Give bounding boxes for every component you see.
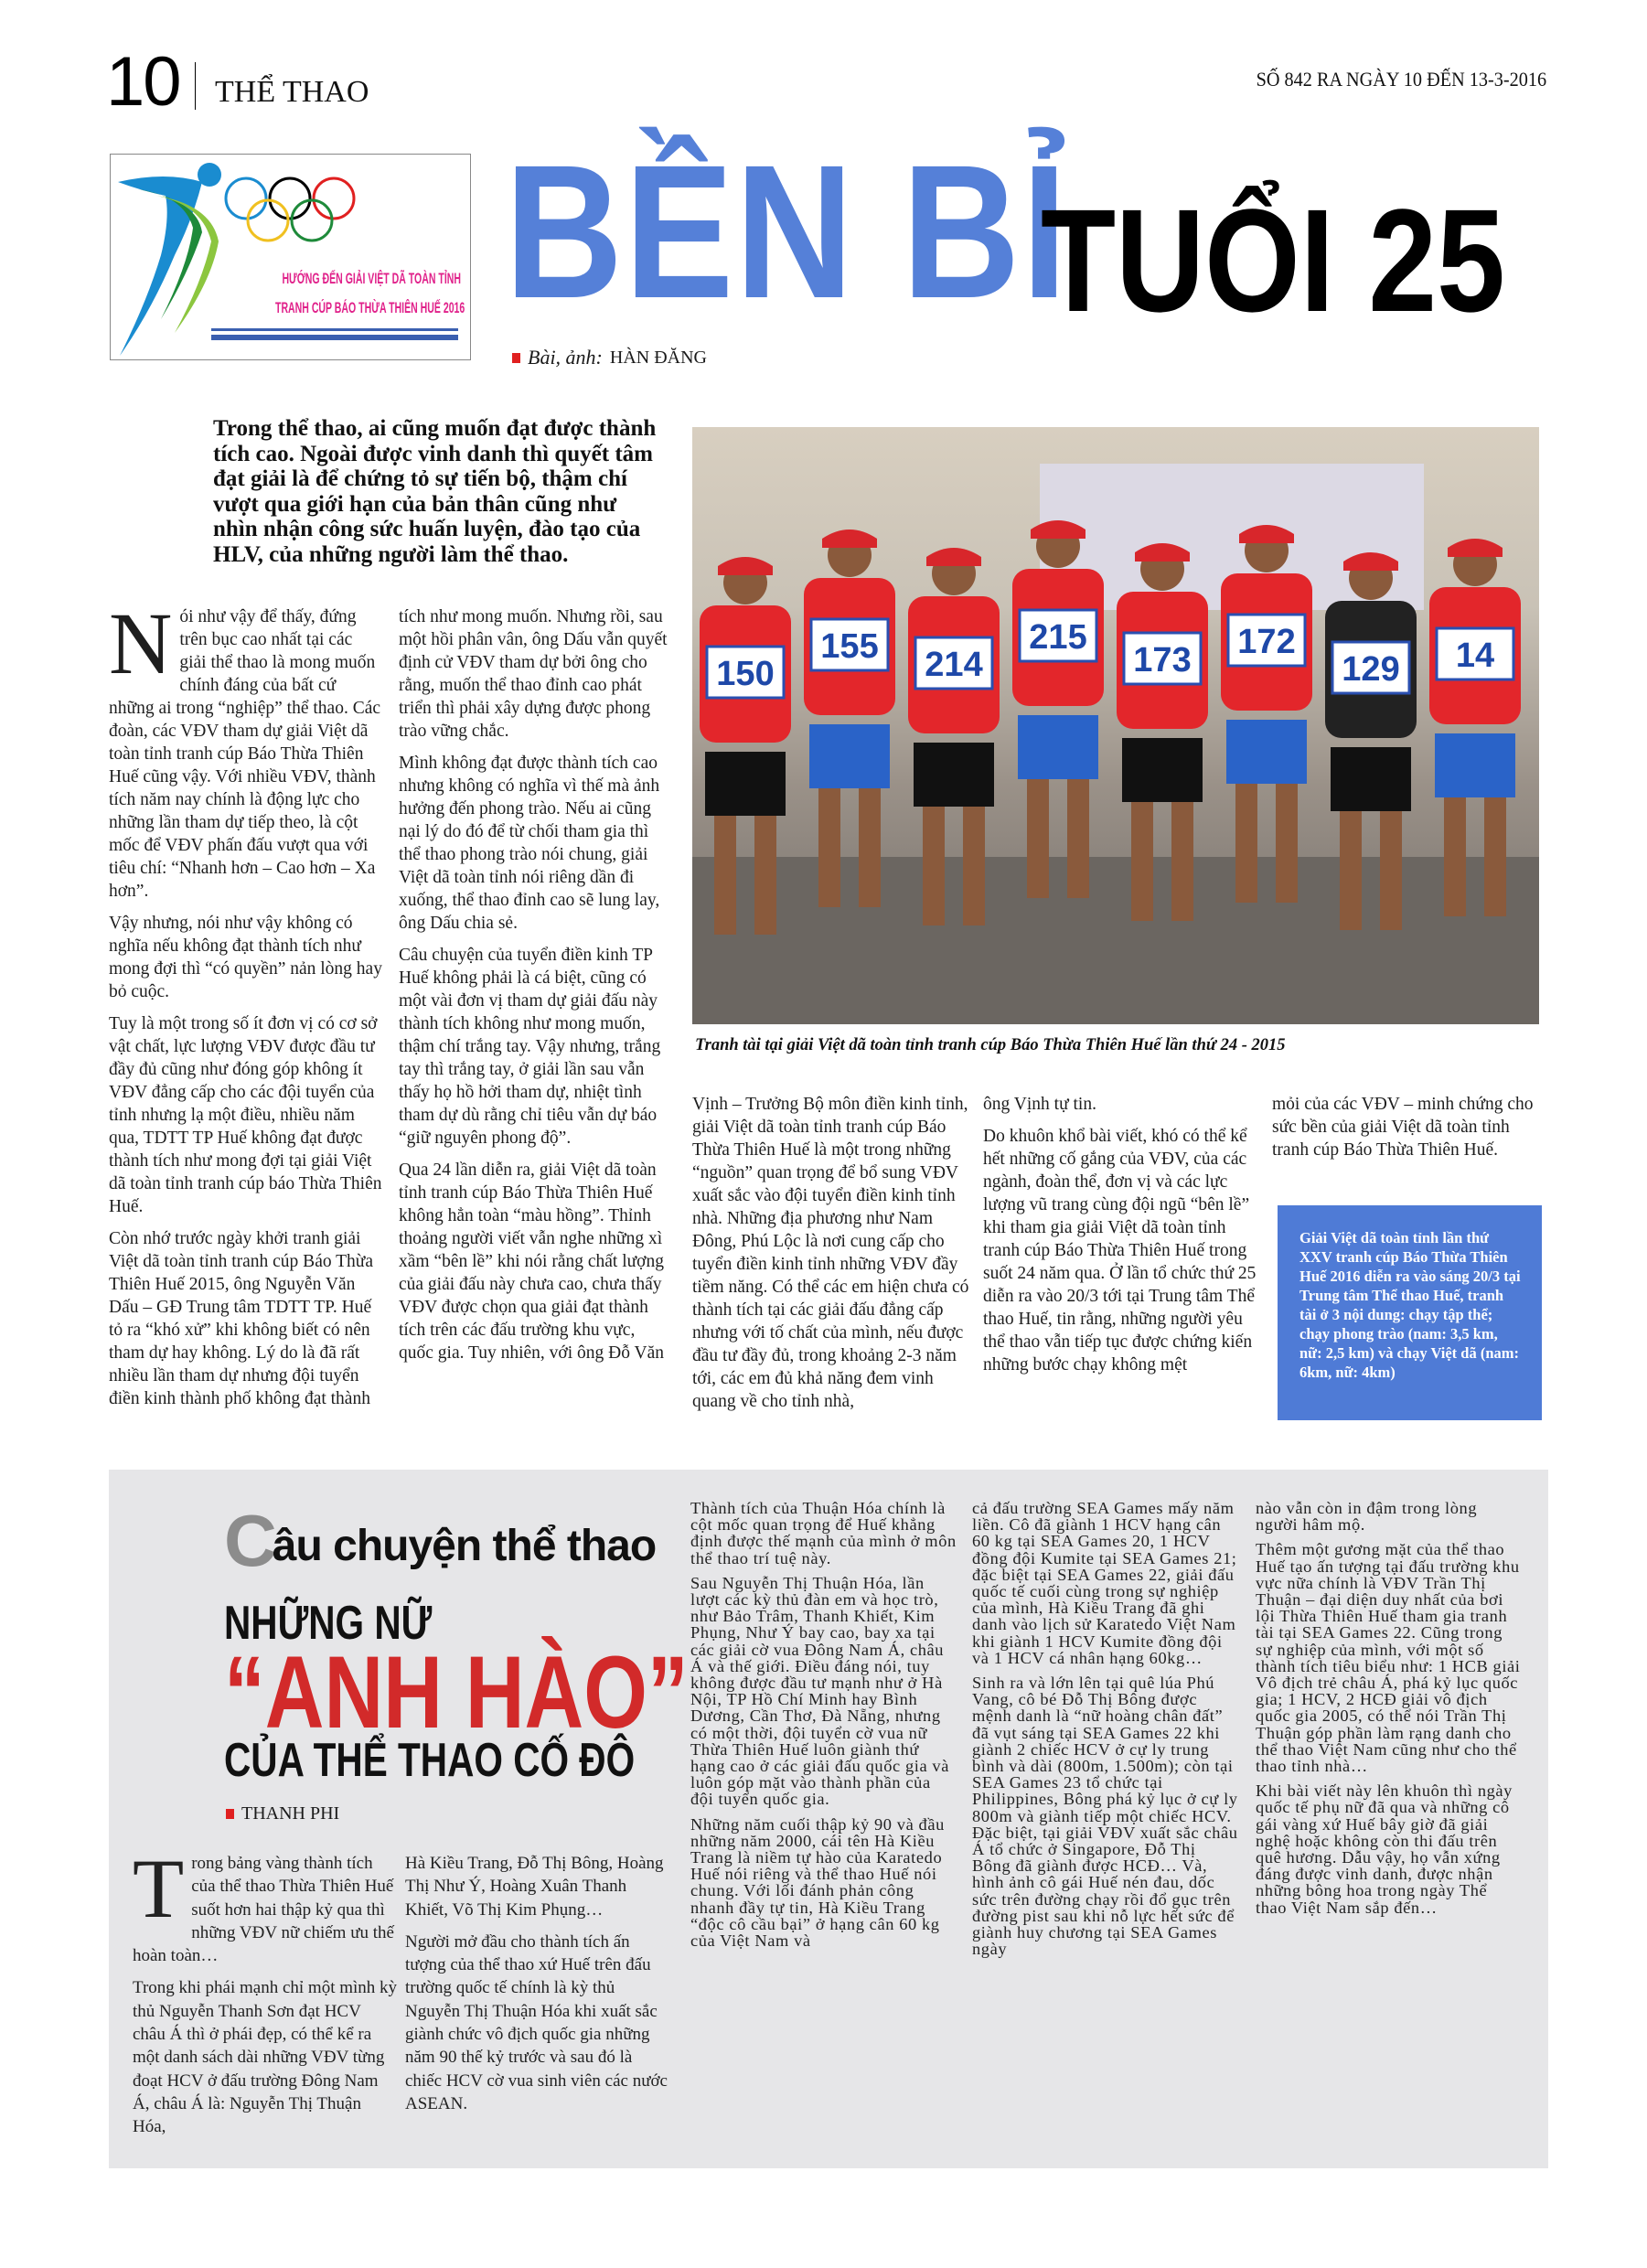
byline-square-icon [226, 1809, 234, 1819]
story-column-3 [690, 1500, 957, 1957]
event-logo [110, 154, 471, 360]
runner [1221, 525, 1312, 903]
column-kicker [224, 1500, 657, 1581]
bib-number: 14 [1455, 637, 1495, 675]
headline-secondary: TUỔI 25 [1041, 178, 1505, 342]
drop-cap: T [133, 1842, 185, 1935]
info-box: Giải Việt dã toàn tỉnh lần thứ XXV tranh cúp Báo Thừa Thiên Huế 2016 diễn ra vào sáng 20/3 tại Trung tâm Thể thao Huế, tranh tài ở 3 nội dung: chạy tập thể; chạy phong trào (nam: 3,5 km, nữ: 2,5 km) và chạy Việt dã (nam: 6km, nữ: 4km) [1278, 1205, 1542, 1420]
paragraph: ói như vậy để thấy, đứng trên bục cao nhất tại các giải thể thao là mong muốn chính đáng của bất cứ những ai trong “nghiệp” thể thao. Các đoàn, các VĐV tham dự giải Việt dã toàn tỉnh tranh cúp Báo Thừa Thiên Huế cũng vậy. Với nhiều VĐV, thành tích năm nay chính là động lực cho những lần tham dự tiếp theo, là cột mốc để VĐV phấn đấu vượt qua với tiêu chí: “Nhanh hơn – Cao hơn – Xa hơn”. [109, 607, 381, 901]
byline [512, 346, 707, 369]
logo-line-2: TRANH CÚP BÁO THỪA THIÊN HUẾ 2016 [275, 299, 465, 317]
bib-number: 150 [716, 655, 775, 693]
paragraph: Thành tích của Thuận Hóa chính là cột mốc quan trọng để Huế khẳng định được thế mạnh của mình ở môn thể thao trí tuệ này. [690, 1499, 957, 1567]
article-column-2 [399, 605, 673, 1374]
section-title: THỂ THAO [215, 75, 369, 109]
paragraph: Thêm một gương mặt của thể thao Huế tạo ấn tượng tại đấu trường khu vực nữa chính là VĐV Trần Thị Thuận – đại diện duy nhất của bơi lội Thừa Thiên Huế tham gia tranh tài tại SEA Games 22. Cũng trong sự nghiệp của mình, với một số thành tích tiêu biểu như: 1 HCB giải Vô địch trẻ châu Á, phá kỷ lục quốc gia; 1 HCV, 2 HCĐ giải vô địch quốc gia 2005, có thể nói Trần Thị Thuận góp phần làm rạng danh cho thể thao Việt Nam cũng như cho thể thao tỉnh nhà… [1256, 1540, 1521, 1776]
paragraph: Vậy nhưng, nói như vậy không có nghĩa nếu không đạt thành tích như mong đợi thì “có quyền” nản lòng hay bỏ cuộc. [109, 914, 382, 1001]
paragraph: Vịnh – Trưởng Bộ môn điền kinh tỉnh, giải Việt dã toàn tỉnh tranh cúp Báo Thừa Thiên Huế là một trong những “nguồn” quan trọng để bổ sung VĐV xuất sắc vào đội tuyển điền kinh tỉnh nhà. Những địa phương như Nam Đông, Phú Lộc là nơi cung cấp cho tuyển điền kinh tỉnh những VĐV đầy tiềm năng. Có thể các em hiện chưa có thành tích tại các giải đấu đẳng cấp nhưng với tố chất của mình, nếu được đầu tư đầy đủ, trong khoảng 2-3 năm tới, các em đủ khả năng đem vinh quang về cho tỉnh nhà, [692, 1095, 969, 1411]
paragraph: tích như mong muốn. Nhưng rồi, sau một hồi phân vân, ông Dấu vẫn quyết định cử VĐV tham dự bởi ông cho rằng, muốn thể thao đỉnh cao phát triển thì phải xây dựng được phong trào vững chắc. [399, 607, 668, 741]
bib-number: 172 [1237, 623, 1296, 661]
photo-caption: Tranh tài tại giải Việt dã toàn tỉnh tranh cúp Báo Thừa Thiên Huế lần thứ 24 - 2015 [695, 1036, 1286, 1054]
bib-number: 173 [1133, 641, 1192, 679]
bib-number: 129 [1342, 650, 1400, 689]
paragraph: Qua 24 lần diễn ra, giải Việt dã toàn tỉnh tranh cúp Báo Thừa Thiên Huế không hẳn toàn “màu hồng”. Thỉnh thoảng người viết vẫn nghe những xì xầm “bên lề” khi nói rằng chất lượng của giải đấu này chưa cao, chưa thấy VĐV được chọn qua giải đạt thành tích trên các đấu trường khu vực, quốc gia. Tuy nhiên, với ông Đỗ Văn [399, 1161, 664, 1363]
story-column-1 [133, 1842, 398, 2148]
kicker-initial: C [224, 1500, 276, 1581]
story-column-5 [1256, 1500, 1523, 1924]
paragraph: Tuy là một trong số ít đơn vị có cơ sở vật chất, lực lượng VĐV được đầu tư đầy đủ cũng như đóng góp không ít VĐV đẳng cấp cho các đội tuyển của tỉnh nhưng lạ một điều, nhiều năm qua, TDTT TP Huế không đạt được thành tích như mong đợi tại giải Việt dã toàn tỉnh tranh cúp báo Thừa Thiên Huế. [109, 1014, 382, 1216]
bib-number: 155 [820, 627, 879, 666]
paragraph: Khi bài viết này lên khuôn thì ngày quốc tế phụ nữ đã qua và những cô gái vàng xứ Huế bây giờ đã giải nghệ hoặc không còn thi đấu trên quê hương. Dẫu vậy, họ vẫn xứng đáng được vinh danh, được nhận những bông hoa trong ngày Thể thao Việt Nam sắp đến… [1256, 1781, 1513, 1917]
article-column-3 [692, 1093, 971, 1422]
paragraph: Trong khi phái mạnh chỉ một mình kỳ thủ Nguyễn Thanh Sơn đạt HCV châu Á thì ở phái đẹp, có thể kể ra một danh sách dài những VĐV từng đoạt HCV ở đấu trường Đông Nam Á, châu Á là: Nguyễn Thị Thuận Hóa, [133, 1978, 398, 2137]
story-column-2 [405, 1852, 670, 2124]
race-photo [692, 427, 1539, 1024]
paragraph: Hà Kiều Trang, Đỗ Thị Bông, Hoàng Thị Như Ý, Hoàng Xuân Thanh Khiết, Võ Thị Kim Phụng… [405, 1854, 664, 1920]
article-column-1 [109, 594, 383, 1419]
headline-line-1: NHỮNG NỮ [224, 1597, 433, 1650]
article-column-4 [983, 1093, 1257, 1385]
kicker-text: âu chuyện thể thao [272, 1522, 657, 1570]
paragraph: Sinh ra và lớn lên tại quê lúa Phú Vang, cô bé Đỗ Thị Bông được mệnh danh là “nữ hoàng chân đất” đã vụt sáng tại SEA Games 22 khi giành 2 chiếc HCV ở cự ly trung bình và dài (800m, 1.500m); còn tại SEA Games 23 tổ chức tại Philippines, Bông phá kỷ lục ở cự ly 800m và giành tiếp một chiếc HCV. Đặc biệt, tại giải VĐV xuất sắc châu Á tổ chức ở Singapore, Đỗ Thị Bông đã giành được HCĐ… Và, hình ảnh cô gái Huế nén đau, dốc sức trên đường chạy rồi đổ gục trên đường pist sau khi nỗ lực hết sức để giành huy chương tại SEA Games ngày [972, 1674, 1238, 1959]
byline-author: THANH PHI [241, 1803, 340, 1824]
header-divider [195, 62, 196, 110]
logo-text [275, 264, 465, 324]
paragraph: cả đấu trường SEA Games mấy năm liền. Cô đã giành 1 HCV hạng cân 60 kg tại SEA Games 20, 1 HCV đồng đội Kumite tại SEA Games 21; đặc biệt tại SEA Games 22, giải đấu quốc tế cuối cùng trong sự nghiệp của mình, Hà Kiều Trang đã ghi danh vào lịch sử Karatedo Việt Nam khi giành 1 HCV Kumite đồng đội và 1 HCV cá nhân hạng 60kg… [972, 1499, 1237, 1667]
headline-main: BỀN BỈ [505, 126, 1069, 338]
page-number: 10 [106, 43, 180, 121]
paragraph: nào vẫn còn in đậm trong lòng người hâm mộ. [1256, 1499, 1478, 1535]
drop-cap: N [109, 594, 173, 692]
paragraph: ông Vịnh tự tin. [983, 1095, 1096, 1114]
paragraph: Còn nhớ trước ngày khởi tranh giải Việt dã toàn tỉnh tranh cúp Báo Thừa Thiên Huế 2015, ông Nguyễn Văn Dấu – GĐ Trung tâm TDTT TP. Huế tỏ ra “khó xử” khi không biết có nên tham dự hay không. Lý do là đã rất nhiều lần tham dự nhưng đội tuyển điền kinh thành phố không đạt thành [109, 1229, 374, 1408]
bib-number: 215 [1029, 618, 1087, 657]
runners-illustration [692, 427, 1539, 1024]
paragraph: Do khuôn khổ bài viết, khó có thể kể hết những cố gắng của VĐV, của các ngành, đoàn thể, đơn vị và các lực lượng vũ trang cùng đội ngũ “bên lề” khi tham gia giải Việt dã toàn tỉnh tranh cúp Báo Thừa Thiên Huế trong suốt 24 năm qua. Ở lần tổ chức thứ 25 diễn ra vào 20/3 tới tại Trung tâm Thể thao Huế, tin rằng, những người yêu thể thao vẫn tiếp tục được chứng kiến những bước chạy không mệt [983, 1127, 1257, 1375]
headline-line-3: CỦA THỂ THAO CỐ ĐÔ [224, 1734, 636, 1787]
paragraph: rong bảng vàng thành tích của thể thao Thừa Thiên Huế suốt hơn hai thập kỷ qua thì những VĐV nữ chiếm ưu thế hoàn toàn… [133, 1854, 394, 1966]
paragraph: Người mở đầu cho thành tích ấn tượng của thể thao xứ Huế trên đấu trường quốc tế chính là kỳ thủ Nguyễn Thị Thuận Hóa khi xuất sắc giành chức vô địch quốc gia những năm 90 thế kỷ trước và sau đó là chiếc HCV cờ vua sinh viên các nước ASEAN. [405, 1931, 668, 2113]
paragraph: Câu chuyện của tuyển điền kinh TP Huế không phải là cá biệt, cũng có một vài đơn vị tham dự giải đấu này thành tích không như mong muốn, thậm chí trắng tay. Vậy nhưng, trắng tay thì trắng tay, ở giải lần sau vẫn thấy họ hồ hởi tham dự, nhiệt tình tham dự dù rằng chỉ tiêu vẫn dự báo “giữ nguyên phong độ”. [399, 946, 661, 1148]
paragraph: Sau Nguyễn Thị Thuận Hóa, lần lượt các kỳ thủ đàn em và học trò, như Bảo Trâm, Thanh Khiết, Kim Phụng, Như Ý bay cao, bay xa tại các giải cờ vua Đông Nam Á, châu Á và thế giới. Điều đáng nói, tuy không được đầu tư mạnh như ở Hà Nội, TP Hồ Chí Minh hay Bình Dương, Cần Thơ, Đà Nẵng, nhưng có một thời, đội tuyển cờ vua nữ Thừa Thiên Huế luôn giành thứ hạng cao ở các giải đấu quốc gia và luôn góp mặt vào thành phần của đội tuyển quốc gia. [690, 1573, 949, 1809]
article-lead: Trong thể thao, ai cũng muốn đạt được thành tích cao. Ngoài được vinh danh thì quyết tâm đạt giải là để chứng tỏ sự tiến bộ, thậm chí vượt qua giới hạn của bản thân cũng như nhìn nhận công sức huấn luyện, đào tạo của HLV, của những người làm thể thao. [213, 416, 657, 567]
runner-logo-icon [111, 155, 472, 361]
paragraph: Mình không đạt được thành tích cao nhưng không có nghĩa vì thế mà ảnh hưởng đến phong trào. Nếu ai cũng nại lý do đó để từ chối tham gia thì thể thao phong trào nói chung, giải Việt dã toàn tỉnh nói riêng dần đi xuống, thể thao đỉnh cao sẽ lung lay, ông Dấu chia sẻ. [399, 754, 660, 933]
runner [1012, 520, 1104, 898]
headline-line-2: “ANH HÀO” [224, 1635, 689, 1749]
byline-label: Bài, ảnh: [528, 346, 603, 369]
issue-info: SỐ 842 RA NGÀY 10 ĐẾN 13-3-2016 [1256, 68, 1546, 91]
paragraph: mỏi của các VĐV – minh chứng cho sức bền của giải Việt dã toàn tỉnh tranh cúp Báo Thừa Thiên Huế. [1272, 1095, 1534, 1160]
runner [804, 530, 895, 907]
logo-line-1: HƯỚNG ĐẾN GIẢI VIỆT DÃ TOÀN TỈNH [282, 270, 462, 287]
story-column-4 [972, 1500, 1239, 1965]
byline-square-icon [512, 353, 520, 363]
paragraph: Những năm cuối thập kỷ 90 và đầu những năm 2000, cái tên Hà Kiều Trang là niềm tự hào của Karatedo Huế nói riêng và thể thao Huế nói chung. Với lối đánh phản công nhanh đầy tự tin, Hà Kiều Trang “độc cô cầu bại” ở hạng cân 60 kg của Việt Nam và [690, 1814, 945, 1951]
bib-number: 214 [925, 646, 983, 684]
byline-author: HÀN ĐĂNG [609, 347, 707, 368]
article-column-5 [1272, 1093, 1546, 1171]
byline [226, 1803, 339, 1824]
